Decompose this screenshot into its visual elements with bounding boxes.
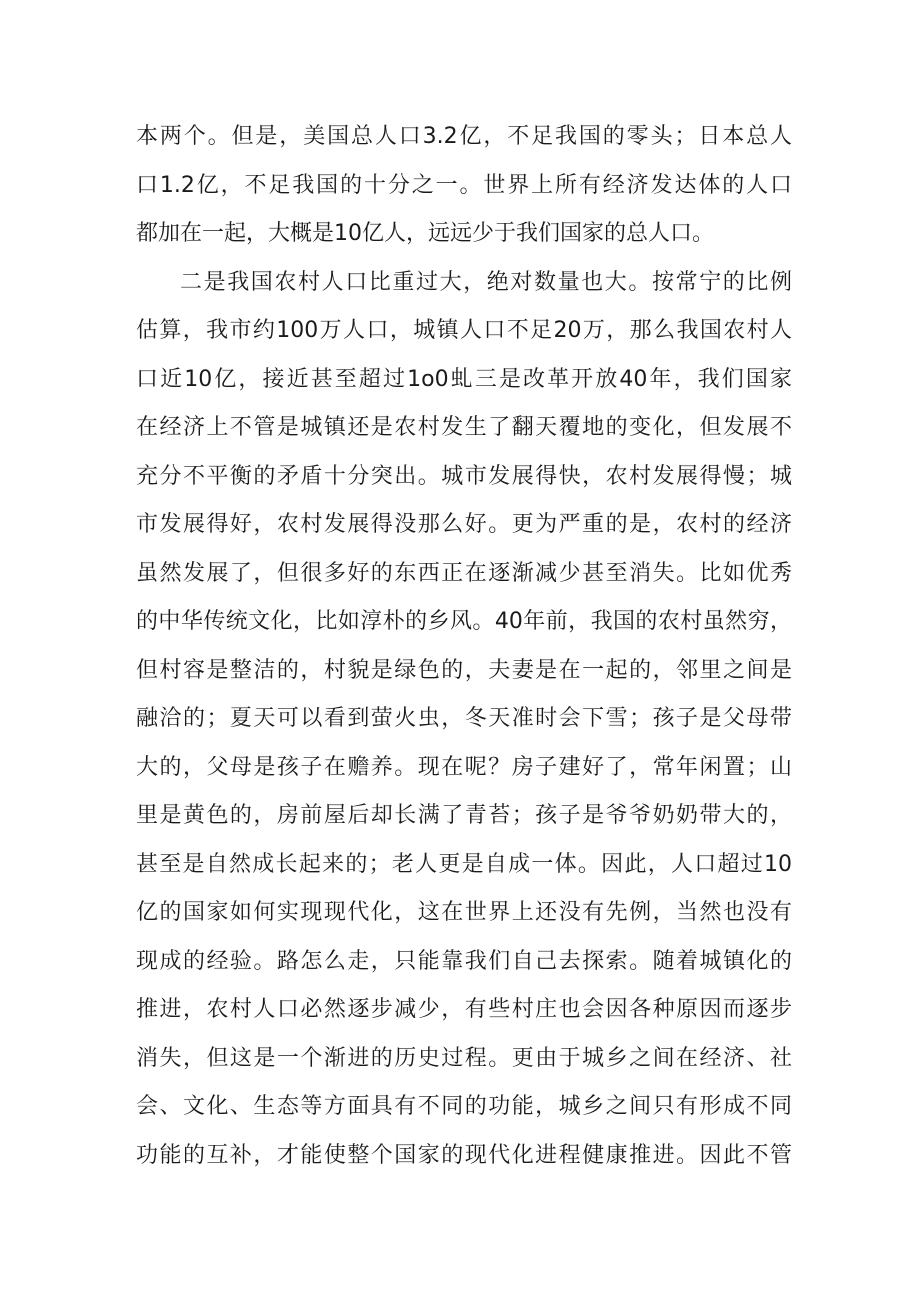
text-line: 功能的互补，才能使整个国家的现代化进程健康推进。因此不管 [136, 1142, 792, 1168]
text-line: 现成的经验。路怎么走，只能靠我们自己去探索。随着城镇化的 [136, 948, 792, 974]
text-line: 甚至是自然成长起来的；老人更是自成一体。因此，人口超过10 [136, 851, 792, 877]
text-line: 口近10亿，接近甚至超过1o0虬三是改革开放40年，我们国家 [136, 366, 792, 392]
text-line: 消失，但这是一个渐进的历史过程。更由于城乡之间在经济、社 [136, 1045, 792, 1071]
text-line: 会、文化、生态等方面具有不同的功能，城乡之间只有形成不同 [136, 1094, 792, 1119]
text-line: 估算，我市约100万人口，城镇人口不足20万，那么我国农村人 [136, 318, 792, 343]
text-line: 市发展得好，农村发展得没那么好。更为严重的是，农村的经济 [136, 512, 792, 537]
text-line: 亿的国家如何实现现代化，这在世界上还没有先例，当然也没有 [136, 900, 792, 925]
text-line: 推进，农村人口必然逐步减少，有些村庄也会因各种原因而逐步 [136, 997, 792, 1022]
text-line: 在经济上不管是城镇还是农村发生了翻天覆地的变化，但发展不 [136, 415, 792, 440]
text-line: 都加在一起，大概是10亿人，远远少于我们国家的总人口。 [136, 221, 714, 246]
text-line: 的中华传统文化，比如淳朴的乡风。40年前，我国的农村虽然穷， [136, 609, 792, 634]
text-line: 虽然发展了，但很多好的东西正在逐渐减少甚至消失。比如优秀 [136, 560, 792, 586]
body-text [136, 113, 792, 1180]
text-line: 里是黄色的，房前屋后却长满了青苔；孩子是爷爷奶奶带大的， [136, 803, 792, 828]
text-line: 本两个。但是，美国总人口3.2亿，不足我国的零头；日本总人 [136, 124, 792, 149]
text-line-paragraph-start: 二是我国农村人口比重过大，绝对数量也大。按常宁的比例 [180, 269, 792, 295]
text-line: 但村容是整洁的，村貌是绿色的，夫妻是在一起的，邻里之间是 [136, 657, 792, 683]
text-line: 融洽的；夏天可以看到萤火虫，冬天准时会下雪；孩子是父母带 [136, 706, 792, 731]
text-line: 充分不平衡的矛盾十分突出。城市发展得快，农村发展得慢；城 [136, 463, 792, 489]
text-line: 口1.2亿，不足我国的十分之一。世界上所有经济发达体的人口 [136, 172, 792, 198]
text-line: 大的，父母是孩子在赡养。现在呢？房子建好了，常年闲置；山 [136, 754, 792, 780]
